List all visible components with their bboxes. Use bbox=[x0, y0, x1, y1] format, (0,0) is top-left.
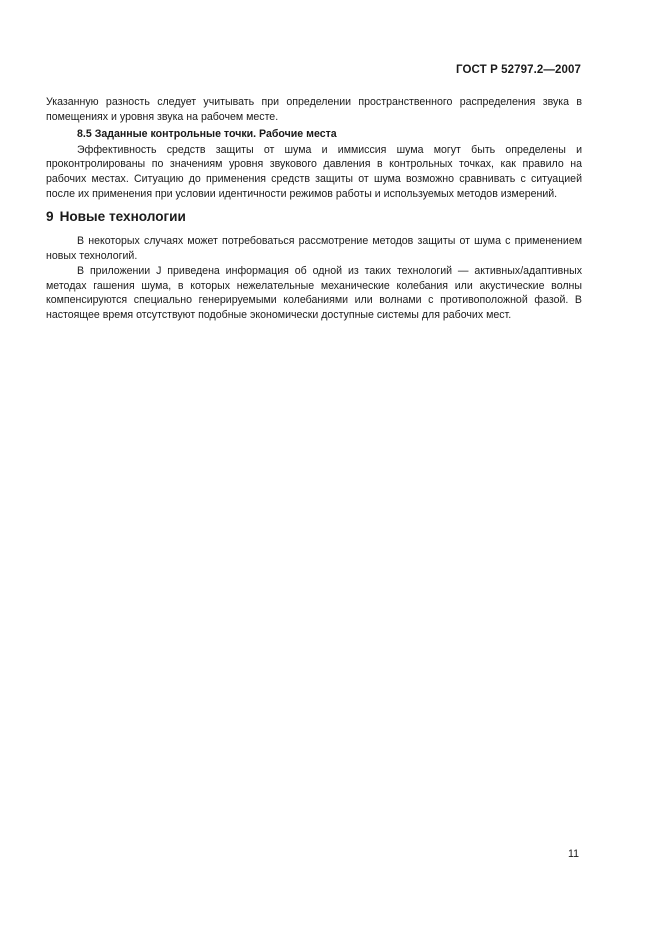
section-title: Новые технологии bbox=[59, 209, 186, 224]
section-paragraph-1: В некоторых случаях может потребоваться рассмотрение методов защиты от шума с применением новых технологий. bbox=[46, 235, 582, 262]
subsection-number: 8.5 bbox=[77, 128, 92, 141]
document-code: ГОСТ Р 52797.2—2007 bbox=[456, 64, 581, 76]
subsection-heading bbox=[46, 127, 582, 142]
section-heading bbox=[46, 209, 186, 224]
intro-paragraph: Указанную разность следует учитывать при определении пространственного распределения звука в помещениях и уровня звука на рабочем месте. bbox=[46, 96, 582, 123]
section-text-block bbox=[46, 234, 582, 323]
upper-text-block bbox=[46, 95, 582, 201]
subsection-paragraph: Эффективность средств защиты от шума и иммиссия шума могут быть определены и проконтролированы по значениям уровня звукового давления в контрольных точках, как правило на рабочих местах. Ситуацию до применения средств защиты от шума возможно сравнивать с ситуацией после их применения при условии идентичности режимов работы и используемых методов измерений. bbox=[46, 143, 582, 200]
section-number: 9 bbox=[46, 209, 54, 224]
subsection-title: Заданные контрольные точки. Рабочие места bbox=[94, 128, 337, 141]
page-number: 11 bbox=[568, 848, 579, 860]
section-paragraph-2: В приложении J приведена информация об одной из таких технологий — активных/адаптивных методах гашения шума, в которых нежелательные механические колебания или акустические волны компенсируются специально генерируемыми колебаниями или волнами с противоположной фазой. В настоящее время отсутствуют подобные экономически доступные системы для рабочих мест. bbox=[46, 265, 582, 321]
